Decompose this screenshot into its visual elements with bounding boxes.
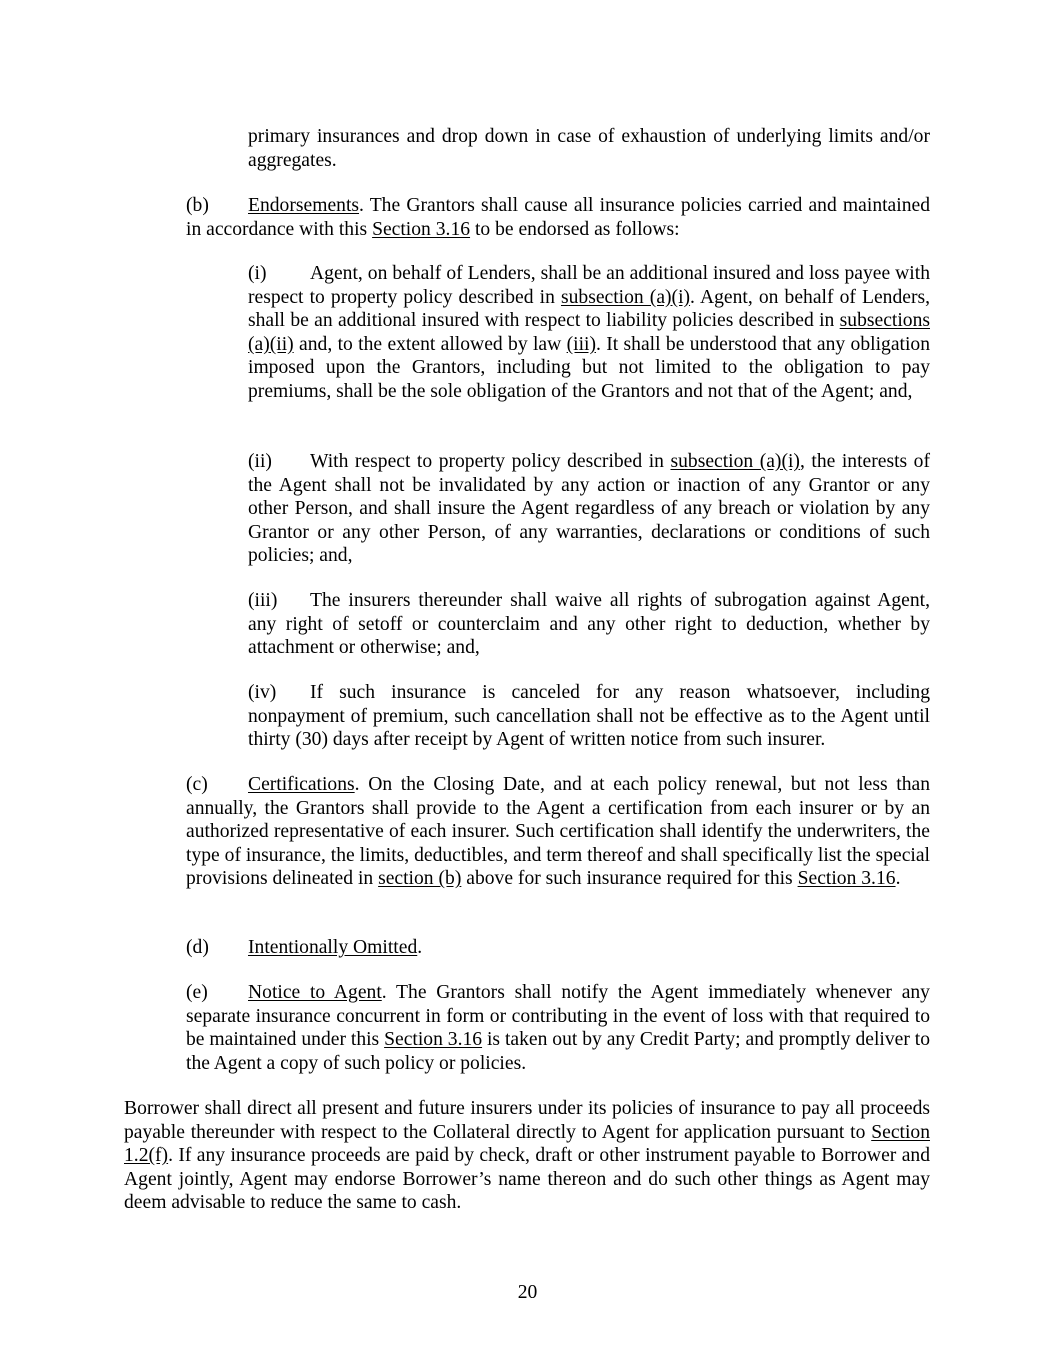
section-reference[interactable]: Section 1.2(f) [124, 1121, 930, 1167]
subsection-e [186, 981, 930, 1075]
clause-iv-label: (iv) [248, 682, 277, 703]
clause-iv-text: If such insurance is canceled for any reason whatsoever, including nonpayment of premium, such cancellation shall not be effective as to the Agent until thirty (30) days after receipt by Agent of written notice from such insurer. [248, 682, 930, 751]
subsection-c-text-1: . On the Closing Date, and at each policy renewal, but not less than annually, the Grantors shall provide to the Agent a certification from each insurer or by an authorized representative of each insurer. Such certification shall identify the underwriters, the type of insurance, the limits, deductibles, and term thereof and shall specifically list the special provisions delineated in [186, 774, 930, 890]
clause-i-text-2: . Agent, on behalf of Lenders, shall be an additional insured with respect to liability policies described in [248, 286, 931, 332]
continuation-paragraph [248, 125, 930, 172]
clause-iv [248, 681, 930, 752]
subsection-b-text-2: to be endorsed as follows: [470, 218, 680, 240]
subsection-e-heading: Notice to Agent [248, 982, 382, 1003]
subsection-e-label: (e) [186, 982, 208, 1003]
subsection-c-heading: Certifications [248, 774, 355, 795]
subsection-d-heading: Intentionally Omitted [248, 937, 418, 958]
clause-i-label: (i) [248, 263, 267, 284]
section-reference[interactable]: Section 3.16 [384, 1029, 483, 1051]
subsection-d-label: (d) [186, 937, 209, 958]
subsection-b-text-1: . The Grantors shall cause all insurance policies carried and maintained in accordance with this [186, 195, 930, 240]
subsection-reference[interactable]: subsections (a)(ii) [248, 310, 930, 355]
clause-ii-text-1: With respect to property policy described in [310, 451, 671, 472]
closing-text-2: . If any insurance proceeds are paid by check, draft or other instrument payable to Borrower and Agent jointly, Agent may endorse Borrower’s name thereon and do such other things as Agent may deem advisable to reduce the same to cash. [124, 1145, 930, 1214]
clause-ii-text-2: , the interests of the Agent shall not be invalidated by any action or inaction of any Grantor or any other Person, and shall insure the Agent regardless of any breach or violation by any Grantor or any other Person, of any warranties, declarations or conditions of such policies; and, [248, 451, 931, 567]
clause-i-text-3: and, to the extent allowed by law [293, 333, 567, 355]
clause-iii [248, 589, 930, 660]
page-number: 20 [517, 1282, 538, 1303]
clause-i [248, 262, 930, 404]
subsection-b-label: (b) [186, 195, 209, 216]
subsection-c-text-3: . [895, 868, 901, 890]
subsection-c-label: (c) [186, 774, 208, 795]
subsection-reference[interactable]: subsection (a)(i) [560, 286, 691, 308]
clause-iii-label: (iii) [248, 590, 278, 611]
subsection-e-text-1: . The Grantors shall notify the Agent immediately whenever any separate insurance concurrent in form or contributing in the event of loss with that required to be maintained under this [186, 982, 930, 1051]
subsection-b [186, 194, 930, 241]
subsection-reference[interactable]: subsection (a)(i) [670, 451, 800, 472]
closing-text-1: Borrower shall direct all present and future insurers under its policies of insurance to pay all proceeds payable thereunder with respect to the Collateral directly to Agent for application pursuant to [124, 1098, 930, 1143]
subsection-b-heading: Endorsements [248, 195, 360, 216]
clause-ii [248, 450, 930, 568]
clause-i-text-1: Agent, on behalf of Lenders, shall be an additional insured and loss payee with respect to property policy described in [248, 263, 930, 308]
subsection-d [186, 936, 930, 960]
subsection-d-text: . [417, 937, 423, 958]
subsection-e-text-2: is taken out by any Credit Party; and promptly deliver to the Agent a copy of such policy or policies. [186, 1029, 930, 1074]
closing-paragraph [124, 1097, 930, 1215]
section-reference[interactable]: Section 3.16 [797, 868, 896, 890]
subsection-c [186, 773, 930, 891]
section-reference[interactable]: section (b) [378, 868, 462, 890]
subsection-c-text-2: above for such insurance required for this [461, 868, 798, 890]
clause-i-text-4: . It shall be understood that any obligation imposed upon the Grantors, including but not limited to the obligation to pay premiums, shall be the sole obligation of the Grantors and not that of the Agent; and, [248, 333, 930, 402]
subsection-reference[interactable]: (iii) [566, 333, 596, 355]
clause-ii-label: (ii) [248, 451, 272, 472]
clause-iii-text: The insurers thereunder shall waive all rights of subrogation against Agent, any right of setoff or counterclaim and any other right to deduction, whether by attachment or otherwise; and, [248, 590, 930, 659]
continuation-text: primary insurances and drop down in case of exhaustion of underlying limits and/or aggregates. [248, 126, 930, 171]
section-reference[interactable]: Section 3.16 [372, 218, 471, 240]
